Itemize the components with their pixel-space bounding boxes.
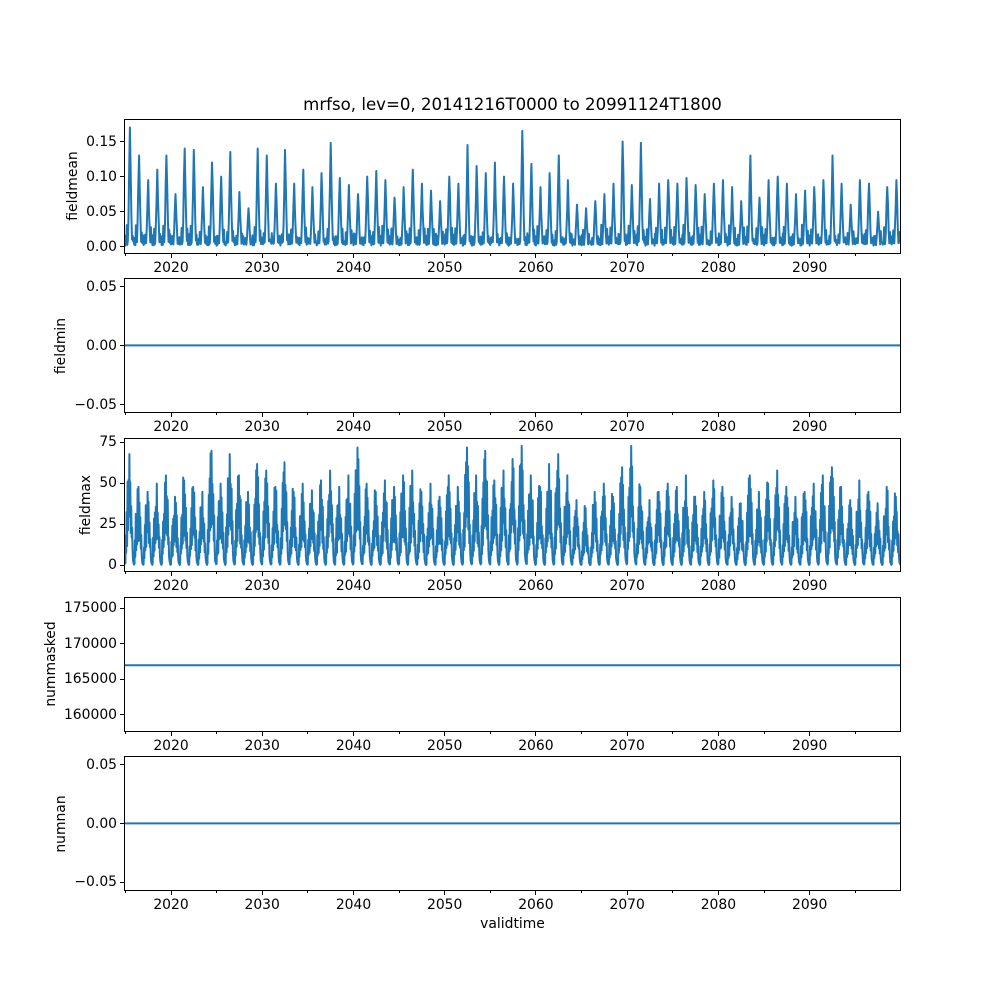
y-tick-label: 0.00: [86, 815, 117, 832]
y-tick-label: 50: [99, 475, 117, 492]
y-tick: [120, 524, 124, 525]
y-tick: [120, 565, 124, 566]
y-tick-label: 0.15: [86, 133, 117, 150]
x-tick-label: 2080: [700, 419, 737, 436]
x-tick-label: 2030: [244, 897, 280, 913]
y-tick-label: 0.05: [86, 756, 117, 773]
x-tick-label: 2080: [700, 259, 737, 276]
x-tick: [444, 254, 445, 258]
x-tick-label: 2090: [792, 737, 828, 754]
x-tick: [353, 572, 354, 576]
y-tick: [120, 286, 124, 287]
x-tick: [535, 413, 536, 417]
x-minor-tick: [125, 413, 126, 415]
y-tick-label: 25: [99, 516, 117, 533]
x-tick-label: 2070: [609, 897, 645, 913]
x-tick-label: 2030: [244, 259, 280, 276]
x-tick-label: 2050: [427, 419, 463, 436]
x-tick-label: 2020: [153, 419, 189, 436]
x-minor-tick: [216, 891, 217, 893]
figure-title: mrfso, lev=0, 20141216T0000 to 20991124T1800: [303, 95, 722, 114]
x-minor-tick: [125, 254, 126, 256]
series-plot-numnan: [125, 757, 900, 890]
y-tick-label: −0.05: [74, 874, 117, 891]
x-tick-label: 2030: [244, 578, 280, 595]
x-tick-label: 2070: [609, 737, 645, 754]
y-tick-label: 75: [99, 434, 117, 451]
x-tick-label: 2050: [427, 897, 463, 913]
series-plot-nummasked: [125, 598, 900, 731]
x-minor-tick: [216, 572, 217, 574]
x-tick-label: 2090: [792, 259, 828, 276]
x-tick: [353, 413, 354, 417]
y-tick: [120, 442, 124, 443]
x-minor-tick: [399, 891, 400, 893]
series-plot-fieldmin: [125, 279, 900, 412]
subplot-fieldmin: [124, 278, 901, 413]
x-minor-tick: [490, 572, 491, 574]
y-tick-label: 0.00: [86, 337, 117, 354]
x-minor-tick: [581, 891, 582, 893]
x-tick: [809, 413, 810, 417]
x-tick-label: 2020: [153, 578, 189, 595]
x-tick: [718, 254, 719, 258]
x-minor-tick: [307, 413, 308, 415]
x-tick: [353, 732, 354, 736]
x-minor-tick: [672, 732, 673, 734]
x-tick: [627, 891, 628, 895]
y-axis-label-nummasked: nummasked: [43, 621, 59, 707]
x-minor-tick: [581, 413, 582, 415]
y-tick-label: 175000: [63, 600, 117, 617]
y-tick-label: 160000: [63, 706, 117, 723]
y-tick-label: 0: [108, 557, 117, 574]
x-minor-tick: [672, 254, 673, 256]
x-tick-label: 2060: [518, 259, 554, 276]
x-minor-tick: [216, 732, 217, 734]
x-minor-tick: [399, 254, 400, 256]
x-tick: [444, 732, 445, 736]
x-tick-label: 2030: [244, 419, 280, 436]
x-tick: [809, 891, 810, 895]
x-minor-tick: [855, 732, 856, 734]
x-minor-tick: [216, 254, 217, 256]
y-tick: [120, 679, 124, 680]
x-tick: [809, 572, 810, 576]
x-minor-tick: [672, 572, 673, 574]
x-tick: [535, 254, 536, 258]
x-tick: [444, 413, 445, 417]
x-minor-tick: [307, 254, 308, 256]
x-axis-label: validtime: [480, 916, 545, 932]
x-tick-label: 2070: [609, 419, 645, 436]
y-tick-label: 165000: [63, 671, 117, 688]
series-plot-fieldmax: [125, 439, 900, 572]
y-tick: [120, 608, 124, 609]
y-tick-label: −0.05: [74, 396, 117, 413]
x-tick: [809, 254, 810, 258]
y-tick: [120, 246, 124, 247]
x-tick: [809, 732, 810, 736]
x-tick-label: 2070: [609, 259, 645, 276]
x-tick-label: 2090: [792, 897, 828, 913]
x-minor-tick: [125, 732, 126, 734]
x-tick: [444, 572, 445, 576]
x-tick: [262, 254, 263, 258]
x-tick-label: 2080: [700, 897, 737, 913]
x-tick: [171, 732, 172, 736]
x-tick: [535, 732, 536, 736]
x-tick-label: 2090: [792, 419, 828, 436]
x-minor-tick: [490, 254, 491, 256]
x-minor-tick: [855, 891, 856, 893]
x-tick-label: 2050: [427, 737, 463, 754]
x-minor-tick: [764, 413, 765, 415]
y-tick: [120, 714, 124, 715]
x-tick: [353, 254, 354, 258]
x-tick: [171, 254, 172, 258]
x-tick: [353, 891, 354, 895]
y-axis-label-fieldmax: fieldmax: [78, 474, 94, 536]
y-axis-label-fieldmean: fieldmean: [65, 151, 81, 222]
y-tick: [120, 764, 124, 765]
x-tick-label: 2020: [153, 259, 189, 276]
y-axis-label-numnan: numnan: [53, 794, 69, 853]
x-tick-label: 2020: [153, 897, 189, 913]
x-tick: [262, 572, 263, 576]
y-tick: [120, 345, 124, 346]
x-minor-tick: [399, 413, 400, 415]
x-tick-label: 2030: [244, 737, 280, 754]
subplot-numnan: [124, 756, 901, 891]
x-tick-label: 2060: [518, 419, 554, 436]
x-minor-tick: [125, 572, 126, 574]
x-tick: [262, 891, 263, 895]
x-tick-label: 2040: [335, 578, 372, 595]
x-tick-label: 2060: [518, 897, 554, 913]
x-tick-label: 2070: [609, 578, 645, 595]
x-tick-label: 2080: [700, 578, 737, 595]
series-line: [125, 127, 900, 245]
x-minor-tick: [672, 413, 673, 415]
x-tick: [262, 413, 263, 417]
x-minor-tick: [216, 413, 217, 415]
x-minor-tick: [307, 572, 308, 574]
x-tick-label: 2060: [518, 737, 554, 754]
y-tick: [120, 823, 124, 824]
x-tick-label: 2050: [427, 259, 463, 276]
y-tick: [120, 483, 124, 484]
x-tick-label: 2040: [335, 737, 372, 754]
y-axis-label-fieldmin: fieldmin: [53, 317, 69, 374]
x-minor-tick: [490, 413, 491, 415]
x-minor-tick: [399, 732, 400, 734]
x-minor-tick: [581, 572, 582, 574]
y-tick-label: 0.05: [86, 278, 117, 295]
x-minor-tick: [125, 891, 126, 893]
x-minor-tick: [764, 732, 765, 734]
x-minor-tick: [581, 254, 582, 256]
y-tick-label: 0.10: [86, 168, 117, 185]
x-minor-tick: [490, 891, 491, 893]
x-tick-label: 2040: [335, 259, 372, 276]
x-tick-label: 2090: [792, 578, 828, 595]
subplot-nummasked: [124, 597, 901, 732]
x-minor-tick: [490, 732, 491, 734]
x-tick-label: 2040: [335, 897, 372, 913]
x-tick: [535, 891, 536, 895]
x-tick: [718, 891, 719, 895]
x-tick: [627, 254, 628, 258]
x-minor-tick: [764, 891, 765, 893]
y-tick: [120, 643, 124, 644]
y-tick: [120, 211, 124, 212]
y-tick: [120, 404, 124, 405]
x-minor-tick: [399, 572, 400, 574]
series-plot-fieldmean: [125, 120, 900, 253]
y-tick: [120, 141, 124, 142]
x-minor-tick: [307, 732, 308, 734]
x-tick-label: 2050: [427, 578, 463, 595]
x-tick-label: 2020: [153, 737, 189, 754]
x-tick: [627, 732, 628, 736]
x-tick: [718, 572, 719, 576]
x-tick: [627, 413, 628, 417]
x-tick-label: 2080: [700, 737, 737, 754]
x-tick: [718, 413, 719, 417]
x-minor-tick: [855, 572, 856, 574]
x-tick: [535, 572, 536, 576]
series-line: [125, 445, 900, 564]
x-tick: [171, 413, 172, 417]
x-tick: [262, 732, 263, 736]
y-tick-label: 170000: [63, 635, 117, 652]
y-tick-label: 0.05: [86, 203, 117, 220]
x-tick: [171, 891, 172, 895]
x-minor-tick: [581, 732, 582, 734]
x-tick: [171, 572, 172, 576]
x-tick: [718, 732, 719, 736]
x-minor-tick: [672, 891, 673, 893]
y-tick: [120, 176, 124, 177]
y-tick: [120, 882, 124, 883]
x-minor-tick: [764, 254, 765, 256]
x-tick-label: 2040: [335, 419, 372, 436]
subplot-fieldmax: [124, 438, 901, 573]
subplot-fieldmean: [124, 119, 901, 254]
x-tick: [444, 891, 445, 895]
y-tick-label: 0.00: [86, 238, 117, 255]
x-minor-tick: [764, 572, 765, 574]
x-tick-label: 2060: [518, 578, 554, 595]
x-minor-tick: [855, 254, 856, 256]
x-minor-tick: [307, 891, 308, 893]
x-tick: [627, 572, 628, 576]
x-minor-tick: [855, 413, 856, 415]
